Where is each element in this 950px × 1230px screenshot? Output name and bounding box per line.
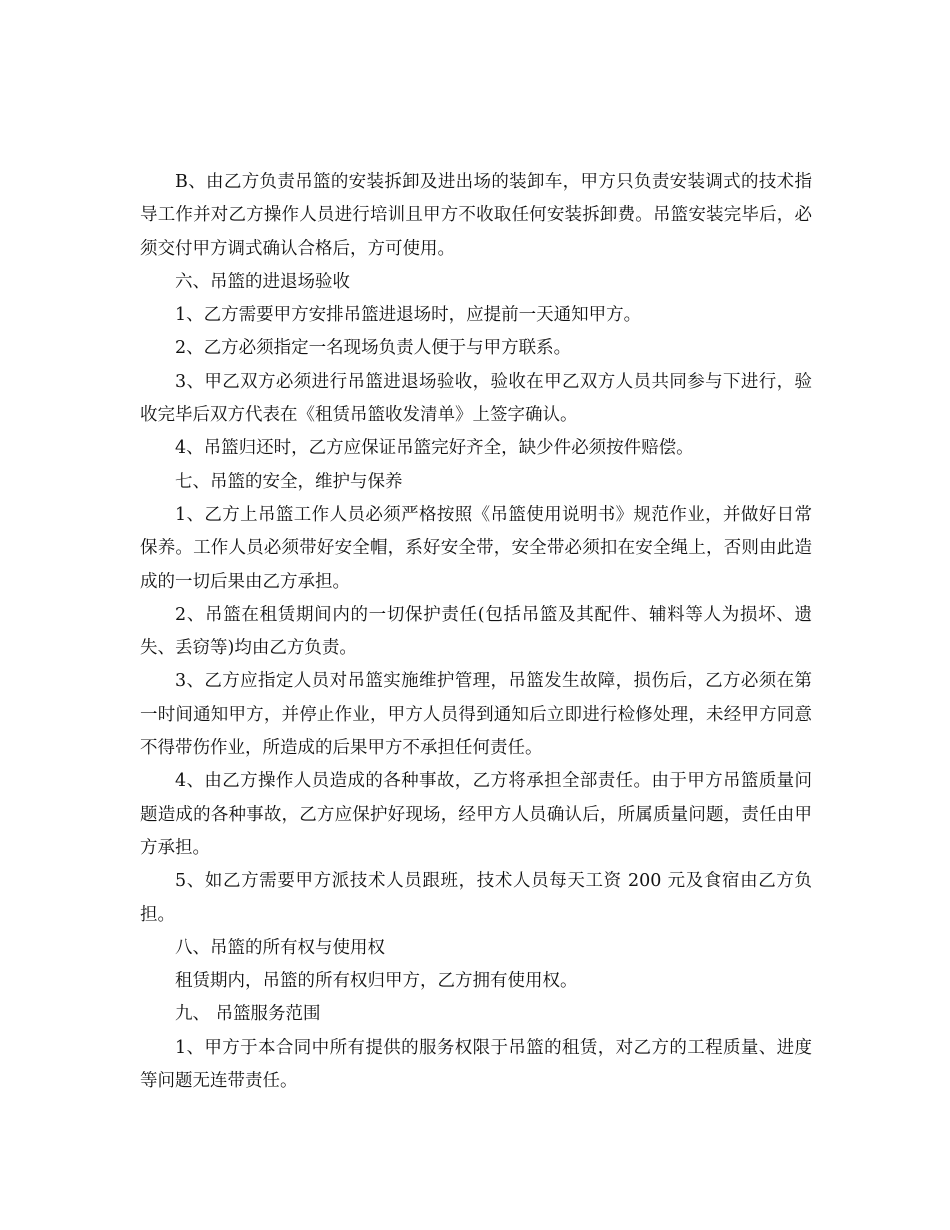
document-page bbox=[140, 166, 812, 1098]
section-heading-8: 八、吊篮的所有权与使用权 bbox=[175, 937, 385, 958]
paragraph-6-1: 1、乙方需要甲方安排吊篮进退场时，应提前一天通知甲方。 bbox=[175, 305, 642, 326]
section-heading-9: 九、 吊篮服务范围 bbox=[175, 1004, 321, 1025]
paragraph-9-1: 1、甲方于本合同中所有提供的服务权限于吊篮的租赁，对乙方的工程质量、进度等问题无连带责任。 bbox=[140, 1037, 812, 1092]
paragraph-6-2: 2、乙方必须指定一名现场负责人便于与甲方联系。 bbox=[175, 338, 572, 359]
paragraph-7-2: 2、吊篮在租赁期间内的一切保护责任(包括吊篮及其配件、辅料等人为损坏、遗失、丢窃等)均由乙方负责。 bbox=[140, 604, 812, 659]
paragraph-install-responsibility: B、由乙方负责吊篮的安装拆卸及进出场的装卸车，甲方只负责安装调式的技术指导工作并对乙方操作人员进行培训且甲方不收取任何安装拆卸费。吊篮安装完毕后，必须交付甲方调式确认合格后，方可使用。 bbox=[140, 172, 812, 259]
section-heading-6: 六、吊篮的进退场验收 bbox=[175, 271, 350, 292]
paragraph-7-5: 5、如乙方需要甲方派技术人员跟班，技术人员每天工资 200 元及食宿由乙方负担。 bbox=[140, 871, 812, 925]
section-heading-7: 七、吊篮的安全，维护与保养 bbox=[175, 471, 403, 492]
paragraph-7-1: 1、乙方上吊篮工作人员必须严格按照《吊篮使用说明书》规范作业，并做好日常保养。工作人员必须带好安全帽，系好安全带，安全带必须扣在安全绳上，否则由此造成的一切后果由乙方承担。 bbox=[140, 504, 812, 592]
paragraph-7-4: 4、由乙方操作人员造成的各种事故，乙方将承担全部责任。由于甲方吊篮质量问题造成的各种事故，乙方应保护好现场，经甲方人员确认后，所属质量问题，责任由甲方承担。 bbox=[140, 771, 812, 858]
paragraph-7-3: 3、乙方应指定人员对吊篮实施维护管理，吊篮发生故障，损伤后，乙方必须在第一时间通知甲方，并停止作业，甲方人员得到通知后立即进行检修处理，未经甲方同意不得带伤作业，所造成的后果甲方不承担任何责任。 bbox=[140, 671, 812, 759]
paragraph-6-4: 4、吊篮归还时，乙方应保证吊篮完好齐全，缺少件必须按件赔偿。 bbox=[175, 438, 694, 459]
paragraph-8-1: 租赁期内，吊篮的所有权归甲方，乙方拥有使用权。 bbox=[175, 971, 578, 992]
paragraph-6-3: 3、甲乙双方必须进行吊篮进退场验收，验收在甲乙双方人员共同参与下进行，验收完毕后双方代表在《租赁吊篮收发清单》上签字确认。 bbox=[140, 371, 812, 426]
